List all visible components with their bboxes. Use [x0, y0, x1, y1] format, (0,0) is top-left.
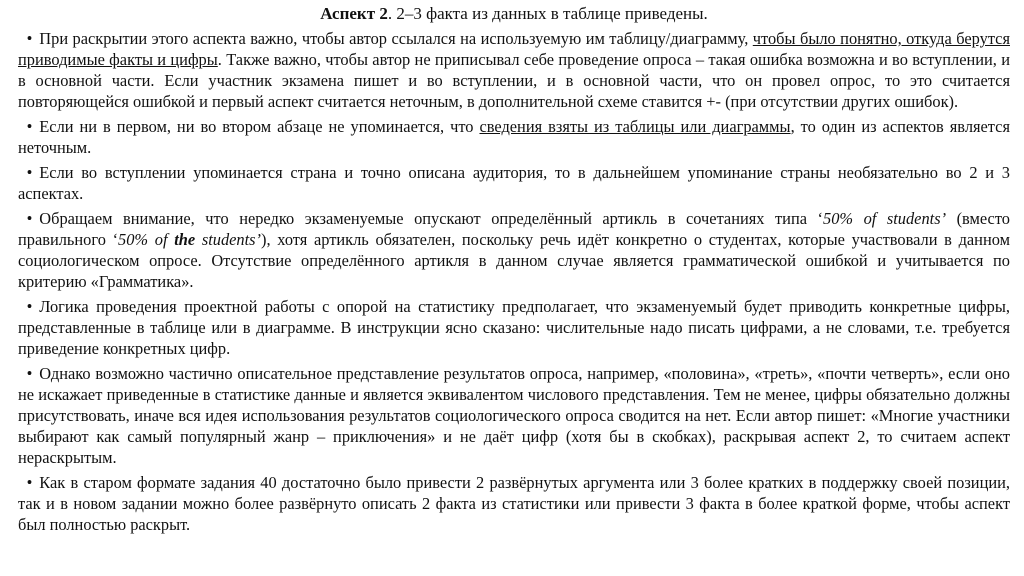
bullet-icon: •: [26, 209, 33, 228]
p2-underlined: сведения взяты из таблицы или диаграммы: [479, 117, 791, 136]
p4-text-a: Обращаем внимание, что нередко экзаменуемые опускают определённый артикль в сочетаниях типа ‘: [39, 209, 823, 228]
bullet-icon: •: [26, 163, 33, 182]
heading-bold: Аспект 2: [320, 4, 388, 23]
paragraph-3: [18, 162, 1010, 204]
p1-text-b: . Также важно, чтобы автор не приписывал себе проведение опроса – такая ошибка возможна и во вступлении, и в основной части. Если участник экзамена пишет и во вступлении, и в основной части, что он провел опрос, то это считается повторяющейся ошибкой и первый аспект считается неточным, в дополнительной схеме ставится +- (при отсутствии других ошибок).: [18, 50, 1010, 111]
paragraph-1: [18, 28, 1010, 112]
paragraph-5: [18, 296, 1010, 359]
p6-text: Однако возможно частично описательное представление результатов опроса, например, «половина», «треть», «почти четверть», если оно не искажает приведенные в статистике данные и является эквивалентом числового представления. Тем не менее, цифры обязательно должны присутствовать, иначе вся идея использования результатов социологического опроса сводится на нет. Если автор пишет: «Многие участники выбирают как самый популярный жанр – приключения» и не даёт цифр (хотя бы в скобках), раскрывая аспект 2, то считаем аспект нераскрытым.: [18, 364, 1010, 467]
p4-text-c: ), хотя артикль обязателен, поскольку речь идёт конкретно о студентах, которые участвовали в данном социологическом опросе. Отсутствие определённого артикля в данном случае является грамматической ошибкой и учитывается по критерию «Грамматика».: [18, 230, 1010, 291]
p4-text-b: (вместо правильного ‘: [18, 209, 1010, 249]
p7-text: Как в старом формате задания 40 достаточно было привести 2 развёрнутых аргумента или 3 более кратких в поддержку своей позиции, так и в новом задании можно более развёрнуто описать 2 факта из статистики или привести 3 факта в более краткой форме, чтобы аспект был полностью раскрыт.: [18, 473, 1010, 534]
bullet-icon: •: [26, 117, 33, 136]
p4-italic-3: students’: [195, 230, 262, 249]
p4-italic-1: 50% of students’: [823, 209, 947, 228]
p5-text: Логика проведения проектной работы с опорой на статистику предполагает, что экзаменуемый будет приводить конкретные цифры, представленные в таблице или в диаграмме. В инструкции ясно сказано: числительные надо писать цифрами, а не словами, т.е. требуется приведение конкретных цифр.: [18, 297, 1010, 358]
p4-bold-italic: the: [174, 230, 196, 249]
bullet-icon: •: [26, 29, 33, 48]
p2-text-b: , то один из аспектов является неточным.: [18, 117, 1010, 157]
heading-rest: . 2–3 факта из данных в таблице приведены.: [387, 4, 708, 23]
bullet-icon: •: [26, 297, 33, 316]
paragraph-7: [18, 472, 1010, 535]
p4-italic-2: 50% of: [118, 230, 175, 249]
bullet-icon: •: [26, 473, 33, 492]
p2-text-a: Если ни в первом, ни во втором абзаце не упоминается, что: [39, 117, 480, 136]
bullet-icon: •: [26, 364, 33, 383]
p3-text: Если во вступлении упоминается страна и точно описана аудитория, то в дальнейшем упоминание страны необязательно во 2 и 3 аспектах.: [18, 163, 1010, 203]
paragraph-2: [18, 116, 1010, 158]
p1-underlined: чтобы было понятно, откуда берутся приводимые факты и цифры: [18, 29, 1010, 69]
paragraph-4: [18, 208, 1010, 292]
section-heading: [18, 3, 1010, 24]
p1-text-a: При раскрытии этого аспекта важно, чтобы автор ссылался на используемую им таблицу/диаграмму,: [39, 29, 753, 48]
paragraph-6: [18, 363, 1010, 468]
